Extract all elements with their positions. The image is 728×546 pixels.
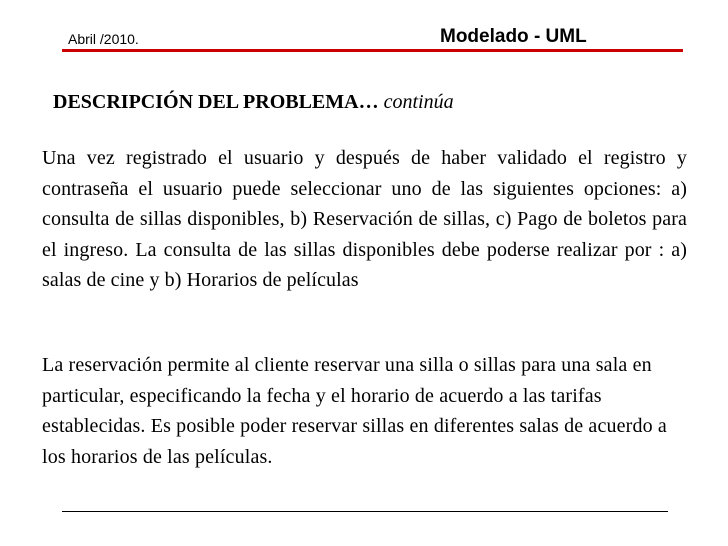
section-title-suffix: continúa	[383, 91, 454, 113]
body-paragraph-1: Una vez registrado el usuario y después de haber validado el registro y contraseña el usuario puede seleccionar uno de las siguientes opciones: a) consulta de sillas disponibles, b) Reservación de sillas, c) Pago de boletos para el ingreso. La consulta de las sillas disponibles debe poderse realizar por : a) salas de cine y b) Horarios de películas	[42, 147, 687, 291]
header-divider	[62, 49, 683, 52]
section-title	[53, 89, 454, 115]
footer-divider	[62, 511, 668, 512]
section-title-main: DESCRIPCIÓN DEL PROBLEMA…	[53, 91, 379, 113]
header-title: Modelado - UML	[440, 26, 587, 47]
body-paragraph-2: La reservación permite al cliente reservar una silla o sillas para una sala en particular, especificando la fecha y el horario de acuerdo a las tarifas establecidas. Es posible poder reservar sillas en diferentes salas de acuerdo a los horarios de las películas.	[42, 354, 667, 468]
header-date: Abril /2010.	[68, 31, 139, 47]
